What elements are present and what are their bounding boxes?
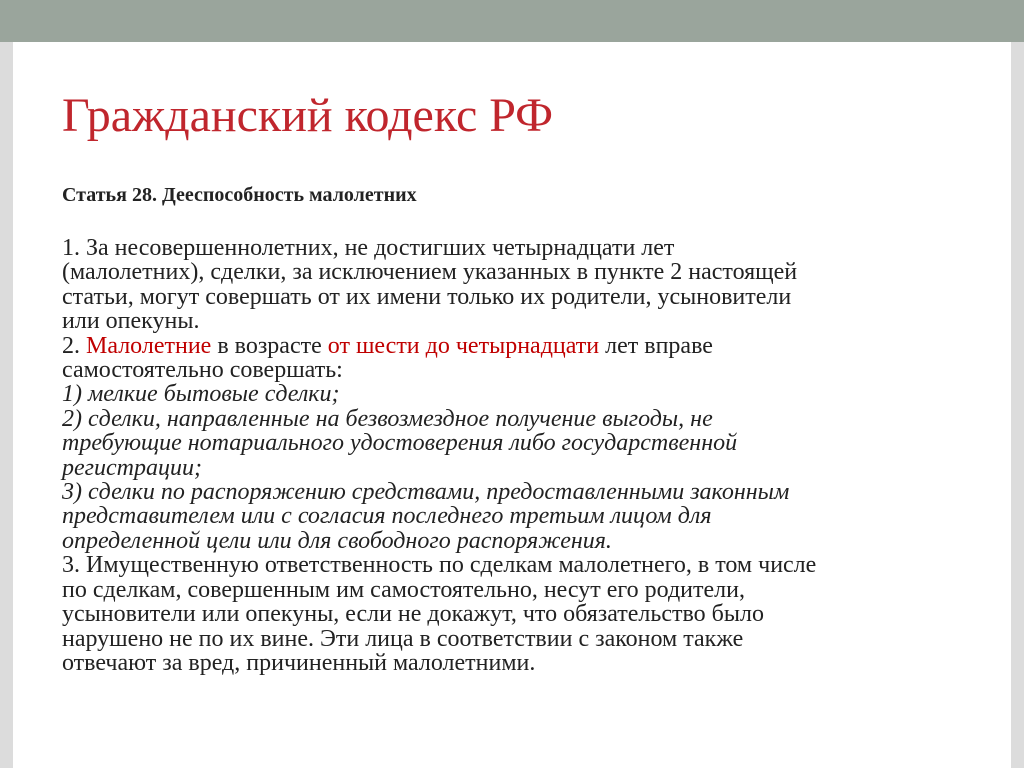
left-border [0,42,13,768]
paragraph-2-line [62,334,982,358]
paragraph-2-prefix: 2. [62,332,86,359]
paragraph-3-line: 3. Имущественную ответственность по сделкам малолетнего, в том числе [62,552,817,579]
paragraph-1-line: или опекуны. [62,308,200,335]
paragraph-1-line: статьи, могут совершать от их имени только их родители, усыновители [62,283,792,310]
paragraph-3-line: усыновители или опекуны, если не докажут, что обязательство было [62,601,764,628]
right-border [1011,42,1024,768]
slide-title: Гражданский кодекс РФ [62,89,554,142]
item-line: 1) мелкие бытовые сделки; [62,381,340,408]
paragraph-2-line: самостоятельно совершать: [62,357,343,384]
paragraph-3-line: по сделкам, совершенным им самостоятельно, несут его родители, [62,576,745,603]
highlight-age-range: от шести до четырнадцати [327,332,600,359]
item-line: определенной цели или для свободного распоряжения. [62,527,612,554]
paragraph-1-line: (малолетних), сделки, за исключением указанных в пункте 2 настоящей [62,259,798,286]
item-line: представителем или с согласия последнего третьим лицом для [62,503,712,530]
item-line: регистрации; [62,454,202,481]
paragraph-3-line: нарушено не по их вине. Эти лица в соответствии с законом также [62,625,744,652]
item-line: 2) сделки, направленные на безвозмездное получение выгоды, не [62,405,713,432]
article-heading: Статья 28. Дееспособность малолетних [62,184,417,206]
article-body [62,236,982,675]
highlight-minors: Малолетние [86,332,212,359]
item-line: 3) сделки по распоряжению средствами, предоставленными законным [62,479,790,506]
paragraph-1-line: 1. За несовершеннолетних, не достигших четырнадцати лет [62,235,675,261]
paragraph-2-middle: в возрасте [211,332,328,359]
paragraph-2-suffix: лет вправе [599,332,713,359]
top-bar [0,0,1024,42]
item-line: требующие нотариального удостоверения либо государственной [62,430,738,457]
paragraph-3-line: отвечают за вред, причиненный малолетними. [62,649,536,676]
